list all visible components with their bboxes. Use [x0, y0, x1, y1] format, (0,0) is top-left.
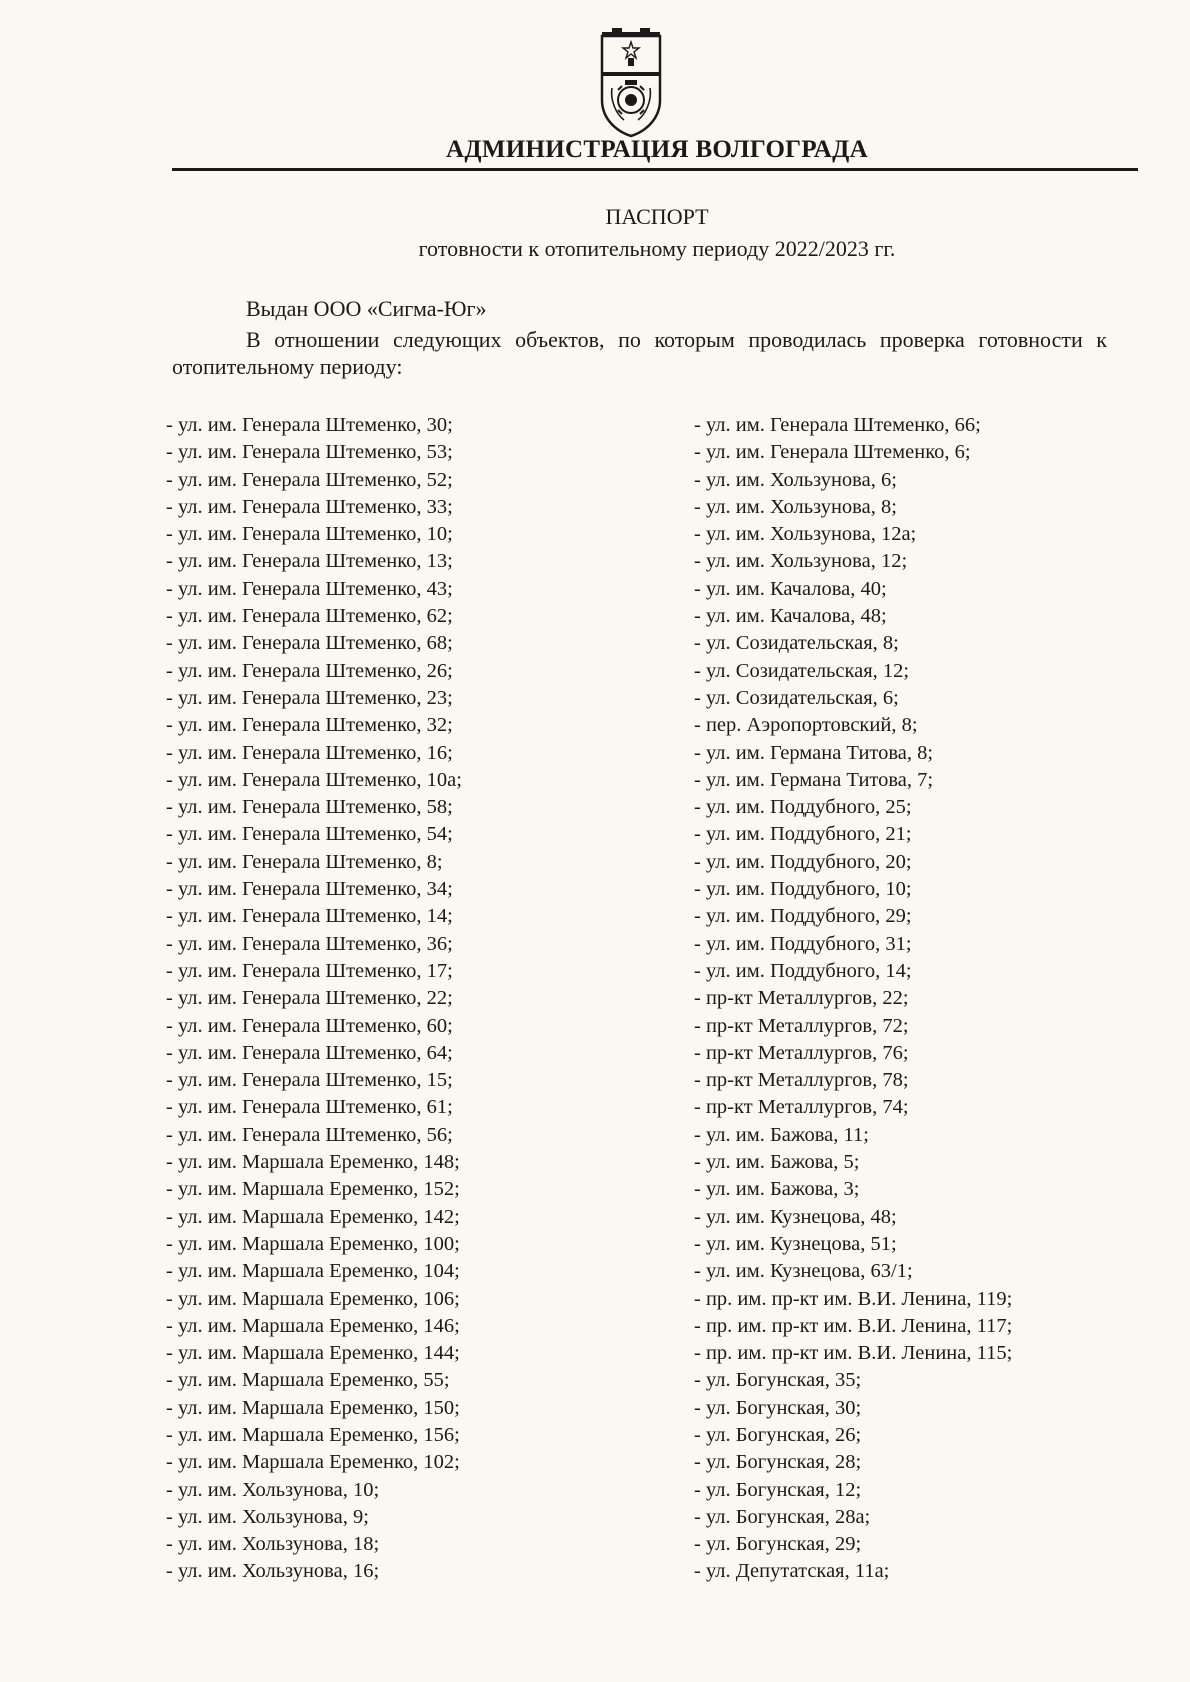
address-item: - ул. им. Маршала Еременко, 55;	[166, 1369, 450, 1392]
address-item: - ул. им. Поддубного, 10;	[694, 878, 912, 901]
address-item: - ул. им. Генерала Штеменко, 17;	[166, 959, 453, 982]
address-item: - ул. им. Генерала Штеменко, 34;	[166, 878, 453, 901]
address-item: - ул. им. Бажова, 11;	[694, 1123, 869, 1146]
address-item: - ул. им. Поддубного, 29;	[694, 905, 912, 928]
address-item: - ул. им. Генерала Штеменко, 26;	[166, 659, 453, 682]
address-item: - ул. им. Бажова, 3;	[694, 1178, 860, 1201]
address-item: - ул. им. Генерала Штеменко, 64;	[166, 1041, 453, 1064]
address-item: - ул. им. Генерала Штеменко, 36;	[166, 932, 453, 955]
address-item: - ул. им. Генерала Штеменко, 66;	[694, 414, 981, 436]
address-item: - ул. им. Маршала Еременко, 100;	[166, 1232, 460, 1255]
address-item: - ул. им. Маршала Еременко, 152;	[166, 1178, 460, 1201]
address-list-left	[166, 412, 462, 1586]
address-item: - ул. им. Генерала Штеменко, 61;	[166, 1096, 453, 1119]
address-item: - ул. Богунская, 35;	[694, 1369, 862, 1392]
address-item: - ул. им. Маршала Еременко, 150;	[166, 1396, 460, 1419]
address-item: - пр-кт Металлургов, 74;	[694, 1096, 909, 1119]
address-item: - пр. им. пр-кт им. В.И. Ленина, 115;	[694, 1342, 1013, 1365]
address-item: - ул. им. Поддубного, 21;	[694, 823, 912, 846]
address-item: - ул. им. Германа Титова, 7;	[694, 768, 934, 791]
address-item: - ул. им. Маршала Еременко, 148;	[166, 1151, 460, 1174]
address-item: - ул. им. Поддубного, 20;	[694, 850, 912, 873]
address-item: - ул. им. Генерала Штеменко, 62;	[166, 605, 453, 628]
issued-to: Выдан ООО «Сигма-Юг»	[246, 296, 487, 321]
address-item: - ул. им. Маршала Еременко, 144;	[166, 1342, 460, 1365]
address-item: - ул. им. Генерала Штеменко, 10а;	[166, 768, 462, 791]
address-item: - ул. им. Генерала Штеменко, 8;	[166, 850, 443, 873]
address-item: - ул. Богунская, 29;	[694, 1533, 862, 1556]
address-item: - ул. Богунская, 28а;	[694, 1505, 871, 1528]
intro-paragraph: В отношении следующих объектов, по которым проводилась проверка готовности к отопительному периоду:	[172, 327, 1107, 379]
address-item: - пр-кт Металлургов, 78;	[694, 1069, 909, 1092]
address-item: - ул. им. Генерала Штеменко, 15;	[166, 1069, 453, 1092]
address-item: - пр-кт Металлургов, 22;	[694, 987, 909, 1010]
address-item: - ул. им. Генерала Штеменко, 52;	[166, 468, 453, 491]
address-item: - ул. Созидательская, 6;	[694, 686, 899, 709]
address-item: - ул. им. Генерала Штеменко, 30;	[166, 414, 453, 436]
address-item: - ул. им. Хользунова, 12;	[694, 550, 908, 573]
address-item: - ул. им. Генерала Штеменко, 16;	[166, 741, 453, 764]
address-item: - ул. им. Генерала Штеменко, 68;	[166, 632, 453, 655]
address-item: - ул. им. Кузнецова, 51;	[694, 1232, 897, 1255]
address-item: - ул. им. Хользунова, 6;	[694, 468, 897, 491]
coat-of-arms-icon	[598, 28, 664, 138]
address-item: - ул. им. Маршала Еременко, 146;	[166, 1314, 460, 1337]
address-item: - ул. им. Генерала Штеменко, 43;	[166, 577, 453, 600]
document-title: ПАСПОРТ	[605, 204, 709, 229]
address-item: - ул. им. Качалова, 48;	[694, 605, 887, 628]
address-item: - ул. им. Генерала Штеменко, 53;	[166, 441, 453, 464]
address-item: - ул. им. Хользунова, 16;	[166, 1560, 380, 1583]
address-list-right	[694, 412, 1012, 1586]
address-item: - ул. им. Хользунова, 9;	[166, 1505, 369, 1528]
address-item: - ул. им. Хользунова, 18;	[166, 1533, 380, 1556]
address-item: - ул. им. Поддубного, 25;	[694, 796, 912, 819]
address-item: - ул. им. Маршала Еременко, 106;	[166, 1287, 460, 1310]
address-item: - ул. Богунская, 28;	[694, 1451, 862, 1474]
address-item: - пр-кт Металлургов, 72;	[694, 1014, 909, 1037]
address-item: - ул. Депутатская, 11а;	[694, 1560, 890, 1583]
address-item: - ул. им. Маршала Еременко, 102;	[166, 1451, 460, 1474]
address-item: - ул. им. Маршала Еременко, 104;	[166, 1260, 460, 1283]
address-item: - ул. Богунская, 12;	[694, 1478, 862, 1501]
address-item: - ул. им. Хользунова, 12а;	[694, 523, 917, 546]
address-item: - ул. им. Германа Титова, 8;	[694, 741, 934, 764]
address-item: - ул. им. Генерала Штеменко, 22;	[166, 987, 453, 1010]
address-item: - ул. Богунская, 26;	[694, 1423, 862, 1446]
address-item: - ул. им. Генерала Штеменко, 13;	[166, 550, 453, 573]
address-item: - ул. Созидательская, 12;	[694, 659, 910, 682]
address-item: - ул. им. Генерала Штеменко, 54;	[166, 823, 453, 846]
address-item: - ул. им. Генерала Штеменко, 33;	[166, 495, 453, 518]
address-item: - ул. им. Качалова, 40;	[694, 577, 887, 600]
address-item: - ул. им. Маршала Еременко, 142;	[166, 1205, 460, 1228]
address-item: - ул. им. Генерала Штеменко, 32;	[166, 714, 453, 737]
header-divider	[172, 168, 1138, 171]
address-item: - ул. им. Кузнецова, 48;	[694, 1205, 897, 1228]
address-item: - ул. им. Генерала Штеменко, 60;	[166, 1014, 453, 1037]
address-item: - ул. им. Маршала Еременко, 156;	[166, 1423, 460, 1446]
address-item: - ул. им. Генерала Штеменко, 56;	[166, 1123, 453, 1146]
document-subtitle: готовности к отопительному периоду 2022/2023 гг.	[418, 236, 896, 261]
address-item: - ул. им. Поддубного, 14;	[694, 959, 912, 982]
organization-title: АДМИНИСТРАЦИЯ ВОЛГОГРАДА	[446, 136, 868, 163]
address-item: - ул. им. Генерала Штеменко, 23;	[166, 686, 453, 709]
address-item: - ул. Созидательская, 8;	[694, 632, 899, 655]
address-item: - ул. им. Поддубного, 31;	[694, 932, 912, 955]
address-item: - пр. им. пр-кт им. В.И. Ленина, 119;	[694, 1287, 1013, 1310]
address-item: - ул. им. Хользунова, 10;	[166, 1478, 380, 1501]
address-item: - пр. им. пр-кт им. В.И. Ленина, 117;	[694, 1314, 1013, 1337]
address-item: - ул. им. Кузнецова, 63/1;	[694, 1260, 913, 1283]
address-item: - ул. им. Генерала Штеменко, 6;	[694, 441, 971, 464]
address-item: - ул. им. Генерала Штеменко, 58;	[166, 796, 453, 819]
address-item: - пр-кт Металлургов, 76;	[694, 1041, 909, 1064]
address-item: - ул. им. Генерала Штеменко, 14;	[166, 905, 453, 928]
address-item: - пер. Аэропортовский, 8;	[694, 714, 918, 737]
address-item: - ул. им. Бажова, 5;	[694, 1151, 860, 1174]
address-item: - ул. им. Хользунова, 8;	[694, 495, 897, 518]
address-item: - ул. им. Генерала Штеменко, 10;	[166, 523, 453, 546]
address-item: - ул. Богунская, 30;	[694, 1396, 862, 1419]
